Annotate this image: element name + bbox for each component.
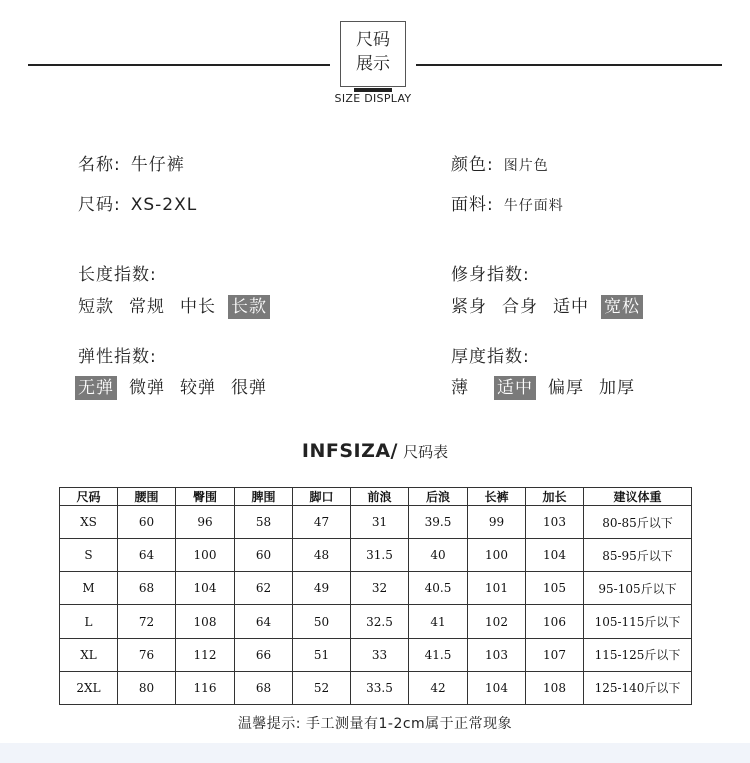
table-cell: 64 bbox=[235, 605, 293, 638]
brand-name: INFSIZA/ bbox=[301, 440, 398, 462]
fit-option: 合身 bbox=[502, 297, 538, 317]
table-cell: 105 bbox=[526, 572, 584, 605]
size-table-subtitle: 尺码表 bbox=[403, 443, 449, 461]
table-cell: 100 bbox=[176, 539, 235, 572]
table-cell: 31 bbox=[351, 506, 409, 539]
table-cell: 66 bbox=[235, 638, 293, 671]
fit-option-selected: 宽松 bbox=[601, 295, 643, 319]
column-header: 尺码 bbox=[60, 488, 118, 506]
table-cell: S bbox=[60, 539, 118, 572]
table-cell: 107 bbox=[526, 638, 584, 671]
table-cell: 42 bbox=[409, 671, 468, 704]
column-header: 腰围 bbox=[118, 488, 176, 506]
table-cell: 33 bbox=[351, 638, 409, 671]
table-cell: 108 bbox=[176, 605, 235, 638]
table-cell: 104 bbox=[526, 539, 584, 572]
fit-index-title: 修身指数: bbox=[451, 265, 530, 285]
table-cell: 41.5 bbox=[409, 638, 468, 671]
size-display-badge bbox=[340, 21, 406, 87]
table-row bbox=[60, 539, 692, 572]
table-cell: XS bbox=[60, 506, 118, 539]
column-header: 臀围 bbox=[176, 488, 235, 506]
spec-color-label: 颜色: bbox=[451, 155, 494, 175]
header-rule-right bbox=[416, 64, 722, 66]
table-cell: 72 bbox=[118, 605, 176, 638]
length-option-selected: 长款 bbox=[228, 295, 270, 319]
table-cell: 32.5 bbox=[351, 605, 409, 638]
table-cell: 60 bbox=[235, 539, 293, 572]
table-cell: 68 bbox=[235, 671, 293, 704]
table-cell: 104 bbox=[468, 671, 526, 704]
elasticity-option: 较弹 bbox=[180, 378, 216, 398]
table-cell: 62 bbox=[235, 572, 293, 605]
size-table-title bbox=[275, 440, 475, 462]
table-cell: 106 bbox=[526, 605, 584, 638]
table-cell: 50 bbox=[293, 605, 351, 638]
table-cell: 80-85斤以下 bbox=[584, 506, 692, 539]
table-cell: 40.5 bbox=[409, 572, 468, 605]
spec-size-value: XS-2XL bbox=[130, 195, 198, 215]
table-cell: 68 bbox=[118, 572, 176, 605]
thickness-option: 偏厚 bbox=[548, 378, 584, 398]
table-cell: 41 bbox=[409, 605, 468, 638]
column-header: 建议体重 bbox=[584, 488, 692, 506]
length-option: 常规 bbox=[129, 297, 165, 317]
thickness-option: 加厚 bbox=[599, 378, 635, 398]
length-index-options bbox=[75, 295, 279, 319]
spec-fabric-value: 牛仔面料 bbox=[503, 198, 564, 214]
table-cell: 105-115斤以下 bbox=[584, 605, 692, 638]
column-header: 加长 bbox=[526, 488, 584, 506]
table-cell: 40 bbox=[409, 539, 468, 572]
table-cell: 100 bbox=[468, 539, 526, 572]
spec-name bbox=[78, 150, 185, 175]
elasticity-option-selected: 无弹 bbox=[75, 376, 117, 400]
table-cell: 76 bbox=[118, 638, 176, 671]
spec-color-value: 图片色 bbox=[503, 158, 549, 174]
fit-option: 适中 bbox=[553, 297, 589, 317]
table-cell: 52 bbox=[293, 671, 351, 704]
thickness-option: 薄 bbox=[451, 378, 469, 398]
table-cell: 116 bbox=[176, 671, 235, 704]
table-header-row bbox=[60, 488, 692, 506]
table-row bbox=[60, 671, 692, 704]
table-cell: L bbox=[60, 605, 118, 638]
table-cell: 104 bbox=[176, 572, 235, 605]
table-cell: 2XL bbox=[60, 671, 118, 704]
badge-line-1: 尺码 bbox=[356, 30, 390, 50]
table-row bbox=[60, 638, 692, 671]
table-cell: 103 bbox=[468, 638, 526, 671]
table-row bbox=[60, 506, 692, 539]
table-cell: 64 bbox=[118, 539, 176, 572]
spec-name-label: 名称: bbox=[78, 155, 121, 175]
elasticity-option: 很弹 bbox=[231, 378, 267, 398]
thickness-option-selected: 适中 bbox=[494, 376, 536, 400]
elasticity-index-title: 弹性指数: bbox=[78, 347, 157, 367]
thickness-index-options bbox=[448, 376, 647, 400]
elasticity-index-options bbox=[75, 376, 279, 400]
table-cell: 95-105斤以下 bbox=[584, 572, 692, 605]
thickness-index-title: 厚度指数: bbox=[451, 347, 530, 367]
column-header: 脚口 bbox=[293, 488, 351, 506]
spec-name-value: 牛仔裤 bbox=[130, 155, 185, 175]
table-cell: 51 bbox=[293, 638, 351, 671]
table-cell: 48 bbox=[293, 539, 351, 572]
table-cell: 103 bbox=[526, 506, 584, 539]
spec-color bbox=[451, 150, 549, 175]
spec-fabric-label: 面料: bbox=[451, 195, 494, 215]
length-index-title: 长度指数: bbox=[78, 265, 157, 285]
table-cell: 85-95斤以下 bbox=[584, 539, 692, 572]
table-cell: 96 bbox=[176, 506, 235, 539]
table-cell: 33.5 bbox=[351, 671, 409, 704]
size-display-subtitle: SIZE DISPLAY bbox=[334, 92, 412, 105]
column-header: 脾围 bbox=[235, 488, 293, 506]
table-cell: 31.5 bbox=[351, 539, 409, 572]
table-cell: 125-140斤以下 bbox=[584, 671, 692, 704]
badge-line-2: 展示 bbox=[356, 54, 390, 74]
fit-index-options bbox=[448, 295, 652, 319]
table-cell: 99 bbox=[468, 506, 526, 539]
table-row bbox=[60, 605, 692, 638]
elasticity-option: 微弹 bbox=[129, 378, 165, 398]
table-cell: 102 bbox=[468, 605, 526, 638]
table-cell: XL bbox=[60, 638, 118, 671]
measurement-note: 温馨提示: 手工测量有1-2cm属于正常现象 bbox=[237, 716, 513, 732]
table-cell: 49 bbox=[293, 572, 351, 605]
header-rule-left bbox=[28, 64, 330, 66]
table-cell: 108 bbox=[526, 671, 584, 704]
table-cell: 80 bbox=[118, 671, 176, 704]
fit-option: 紧身 bbox=[451, 297, 487, 317]
table-row bbox=[60, 572, 692, 605]
table-cell: 39.5 bbox=[409, 506, 468, 539]
bottom-band bbox=[0, 743, 750, 763]
table-cell: 60 bbox=[118, 506, 176, 539]
table-cell: 112 bbox=[176, 638, 235, 671]
column-header: 前浪 bbox=[351, 488, 409, 506]
table-cell: M bbox=[60, 572, 118, 605]
table-cell: 47 bbox=[293, 506, 351, 539]
length-option: 短款 bbox=[78, 297, 114, 317]
column-header: 长裤 bbox=[468, 488, 526, 506]
table-cell: 32 bbox=[351, 572, 409, 605]
spec-size bbox=[78, 190, 197, 215]
size-table bbox=[59, 487, 692, 705]
column-header: 后浪 bbox=[409, 488, 468, 506]
table-cell: 115-125斤以下 bbox=[584, 638, 692, 671]
table-cell: 58 bbox=[235, 506, 293, 539]
spec-size-label: 尺码: bbox=[78, 195, 121, 215]
spec-fabric bbox=[451, 190, 564, 215]
length-option: 中长 bbox=[180, 297, 216, 317]
table-cell: 101 bbox=[468, 572, 526, 605]
